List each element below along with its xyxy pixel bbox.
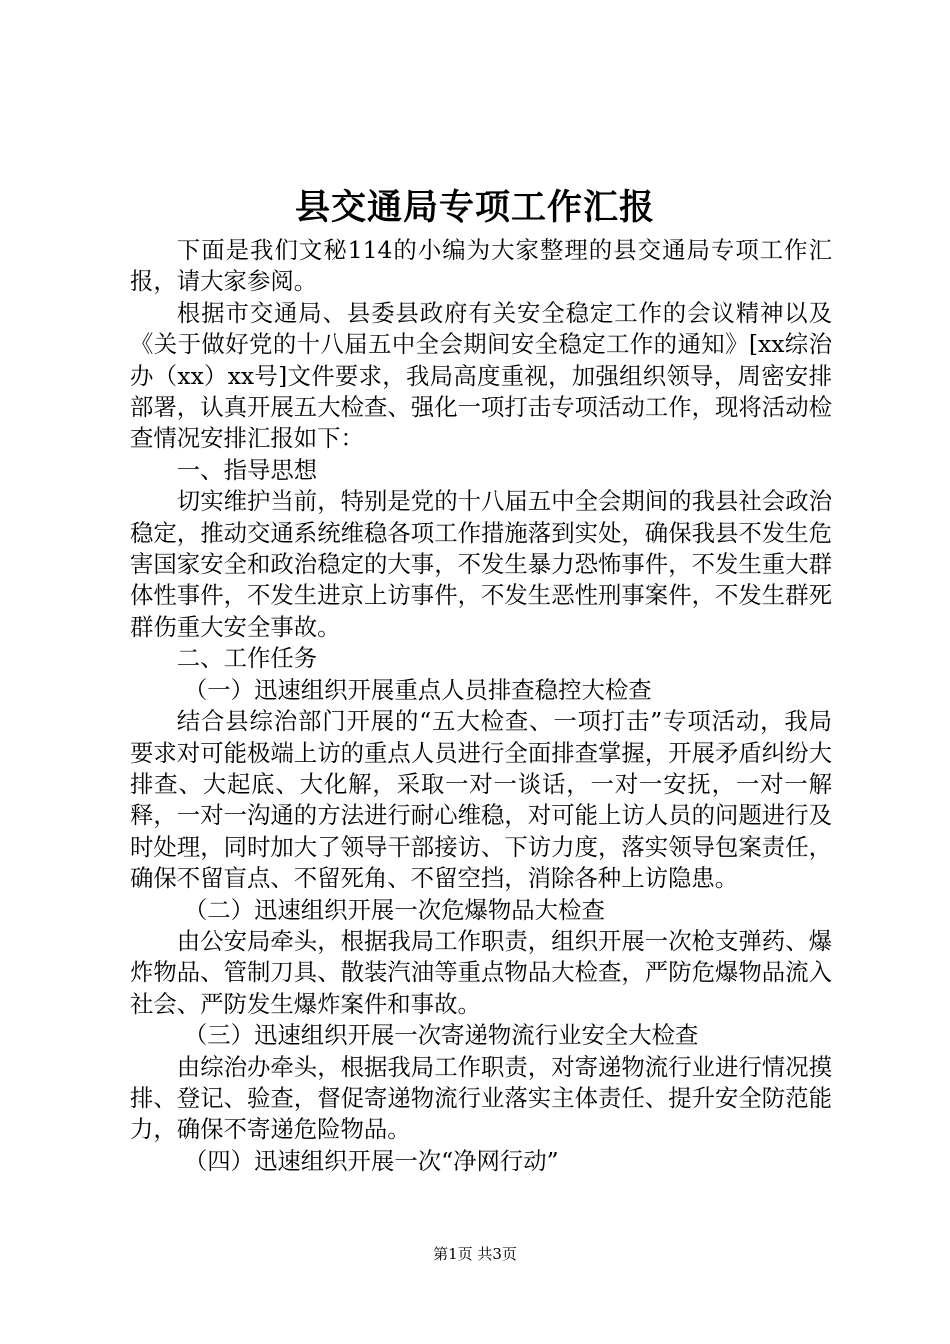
body-paragraph: 切实维护当前，特别是党的十八届五中全会期间的我县社会政治稳定，推动交通系统维稳各项工作措施落到实处，确保我县不发生危害国家安全和政治稳定的大事，不发生暴力恐怖事件，不发生重大群体性事件，不发生进京上访事件，不发生恶性刑事案件，不发生群死群伤重大安全事故。 [130, 487, 832, 641]
subsection-heading: （二）迅速组织开展一次危爆物品大检查 [183, 895, 605, 924]
page-number-footer: 第1页 共3页 [433, 1245, 517, 1263]
document-body [130, 235, 832, 1177]
subsection-heading: （一）迅速组织开展重点人员排查稳控大检查 [183, 675, 652, 704]
subsection-heading: （三）迅速组织开展一次寄递物流行业安全大检查 [183, 1021, 699, 1050]
document-title: 县交通局专项工作汇报 [294, 187, 655, 228]
body-paragraph: 由公安局牵头，根据我局工作职责，组织开展一次枪支弹药、爆炸物品、管制刀具、散装汽油等重点物品大检查，严防危爆物品流入社会、严防发生爆炸案件和事故。 [130, 926, 832, 1018]
body-paragraph: 根据市交通局、县委县政府有关安全稳定工作的会议精神以及《关于做好党的十八届五中全会期间安全稳定工作的通知》[xx综治办（xx）xx号]文件要求，我局高度重视，加强组织领导，周密安排部署，认真开展五大检查、强化一项打击专项活动工作，现将活动检查情况安排汇报如下： [130, 298, 832, 453]
subsection-heading: （四）迅速组织开展一次“净网行动” [183, 1146, 559, 1175]
body-paragraph: 结合县综治部门开展的“五大检查、一项打击”专项活动，我局要求对可能极端上访的重点人员进行全面排查掌握，开展矛盾纠纷大排查、大起底、大化解，采取一对一谈话，一对一安抚，一对一解释，一对一沟通的方法进行耐心维稳，对可能上访人员的问题进行及时处理，同时加大了领导干部接访、下访力度，落实领导包案责任，确保不留盲点、不留死角、不留空挡，消除各种上访隐患。 [130, 707, 832, 893]
body-paragraph: 由综治办牵头，根据我局工作职责，对寄递物流行业进行情况摸排、登记、验查，督促寄递物流行业落实主体责任、提升安全防范能力，确保不寄递危险物品。 [130, 1052, 832, 1144]
section-heading: 一、指导思想 [176, 455, 318, 484]
section-heading: 二、工作任务 [176, 644, 318, 673]
body-paragraph: 下面是我们文秘114的小编为大家整理的县交通局专项工作汇报，请大家参阅。 [130, 236, 832, 296]
